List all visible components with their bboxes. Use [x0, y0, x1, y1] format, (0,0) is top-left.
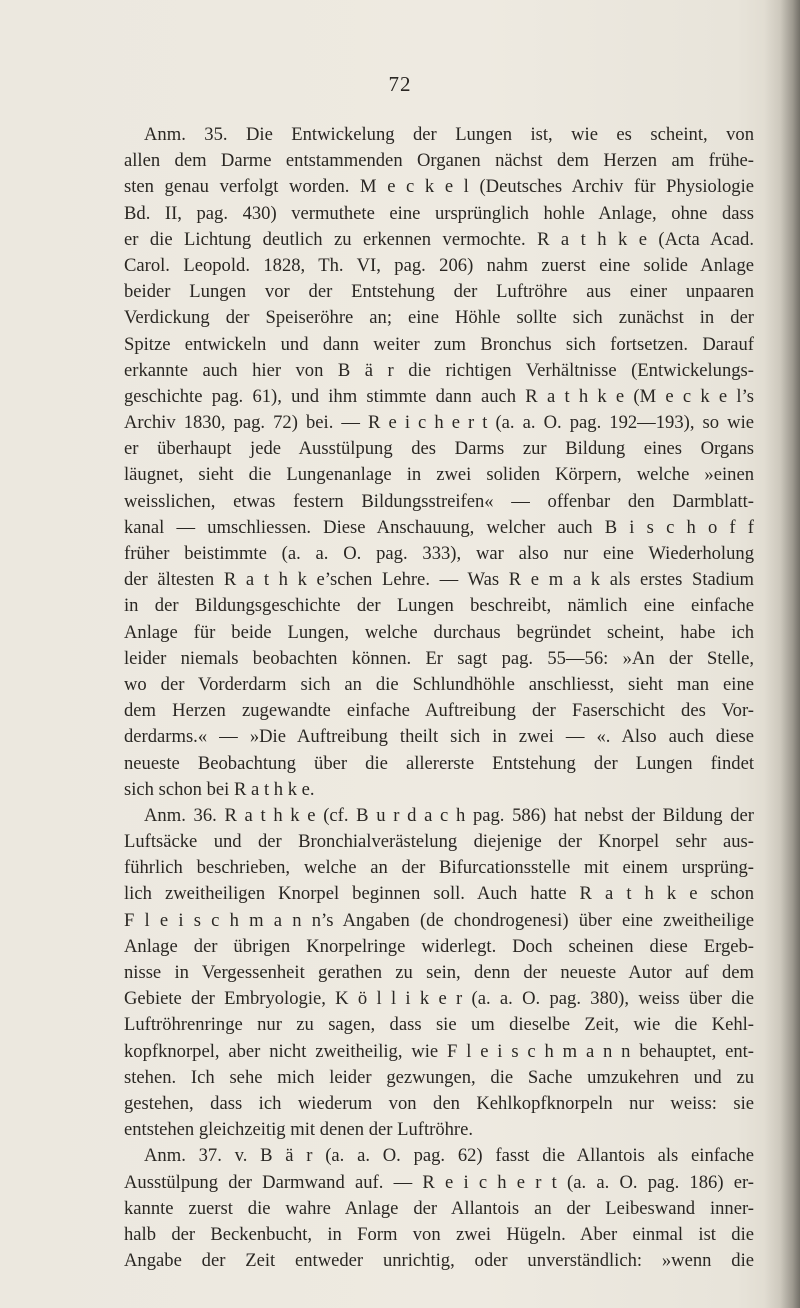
text-line: Gebiete der Embryologie, K ö l l i k e r (a. a. O. pag. 380), weiss über die	[124, 988, 754, 1010]
text-line: neueste Beobachtung über die allererste Entstehung der Lungen findet	[124, 752, 754, 774]
text-line: erkannte auch hier von B ä r die richtigen Verhältnisse (Entwickelungs-	[124, 359, 754, 381]
text-line: Luftröhrenringe nur zu sagen, dass sie um dieselbe Zeit, wie die Kehl-	[124, 1014, 754, 1036]
text-line: läugnet, sieht die Lungenanlage in zwei soliden Körpern, welche »einen	[124, 464, 754, 486]
text-line: führlich beschrieben, welche an der Bifurcationsstelle mit einem ursprüng-	[124, 857, 754, 879]
text-line: weisslichen, etwas festern Bildungsstreifen« — offenbar den Darmblatt-	[124, 490, 754, 512]
text-line: dem Herzen zugewandte einfache Auftreibung der Faserschicht des Vor-	[124, 700, 754, 722]
page-number: 72	[388, 72, 412, 96]
text-line: Anm. 37. v. B ä r (a. a. O. pag. 62) fasst die Allantois als einfache	[144, 1145, 754, 1167]
text-line: Verdickung der Speiseröhre an; eine Höhle sollte sich zunächst in der	[124, 307, 754, 329]
text-line: gestehen, dass ich wiederum von den Kehlkopfknorpeln nur weiss: sie	[124, 1092, 754, 1114]
text-line: kanal — umschliessen. Diese Anschauung, welcher auch B i s c h o f f	[124, 516, 754, 538]
text-line: nisse in Vergessenheit gerathen zu sein, denn der neueste Autor auf dem	[124, 962, 754, 983]
text-line: kannte zuerst die wahre Anlage der Allantois an der Leibeswand inner-	[124, 1197, 754, 1219]
text-line: Angabe der Zeit entweder unrichtig, oder unverständlich: »wenn die	[124, 1250, 754, 1272]
text-line: beider Lungen vor der Entstehung der Luftröhre aus einer unpaaren	[124, 281, 754, 303]
text-line: F l e i s c h m a n n’s Angaben (de chondrogenesi) über eine zweitheilige	[124, 909, 754, 931]
body-text	[124, 122, 754, 1274]
text-line: sich schon bei R a t h k e.	[124, 778, 315, 800]
text-line: Carol. Leopold. 1828, Th. VI, pag. 206) nahm zuerst eine solide Anlage	[124, 254, 754, 276]
text-line: halb der Beckenbucht, in Form von zwei Hügeln. Aber einmal ist die	[124, 1223, 754, 1245]
spine-shadow	[764, 0, 800, 1308]
text-line: kopfknorpel, aber nicht zweitheilig, wie F l e i s c h m a n n behauptet, ent-	[124, 1040, 754, 1062]
text-line: der ältesten R a t h k e’schen Lehre. — Was R e m a k als erstes Stadium	[124, 569, 754, 591]
text-line: allen dem Darme entstammenden Organen nächst dem Herzen am frühe-	[124, 150, 754, 172]
text-line: früher beistimmte (a. a. O. pag. 333), war also nur eine Wiederholung	[124, 543, 754, 564]
text-line: wo der Vorderdarm sich an die Schlundhöhle anschliesst, sieht man eine	[124, 673, 754, 695]
text-line: er die Lichtung deutlich zu erkennen vermochte. R a t h k e (Acta Acad.	[124, 228, 754, 250]
text-line: Luftsäcke und der Bronchialverästelung diejenige der Knorpel sehr aus-	[124, 831, 754, 853]
text-line: Archiv 1830, pag. 72) bei. — R e i c h e r t (a. a. O. pag. 192—193), so wie	[124, 412, 754, 434]
text-line: entstehen gleichzeitig mit denen der Luftröhre.	[124, 1119, 474, 1141]
text-line: Anm. 35. Die Entwickelung der Lungen ist, wie es scheint, von	[144, 124, 754, 145]
text-line: Anlage für beide Lungen, welche durchaus begründet scheint, habe ich	[124, 621, 754, 643]
text-line: er überhaupt jede Ausstülpung des Darms zur Bildung eines Organs	[124, 438, 754, 460]
text-line: geschichte pag. 61), und ihm stimmte dann auch R a t h k e (M e c k e l’s	[124, 385, 754, 407]
text-line: Bd. II, pag. 430) vermuthete eine ursprünglich hohle Anlage, ohne dass	[124, 202, 754, 224]
text-line: derdarms.« — »Die Auftreibung theilt sich in zwei — «. Also auch diese	[124, 726, 754, 748]
text-line: stehen. Ich sehe mich leider gezwungen, die Sache umzukehren und zu	[124, 1066, 754, 1088]
text-line: sten genau verfolgt worden. M e c k e l (Deutsches Archiv für Physiologie	[124, 176, 754, 198]
text-line: leider niemals beobachten können. Er sagt pag. 55—56: »An der Stelle,	[124, 647, 754, 669]
text-line: lich zweitheiligen Knorpel beginnen soll. Auch hatte R a t h k e schon	[124, 883, 754, 905]
text-line: in der Bildungsgeschichte der Lungen beschreibt, nämlich eine einfache	[124, 595, 754, 617]
text-line: Anlage der übrigen Knorpelringe widerlegt. Doch scheinen diese Ergeb-	[124, 935, 754, 957]
text-line: Anm. 36. R a t h k e (cf. B u r d a c h pag. 586) hat nebst der Bildung der	[144, 804, 754, 826]
text-line: Spitze entwickeln und dann weiter zum Bronchus sich fortsetzen. Darauf	[124, 333, 754, 355]
text-line: Ausstülpung der Darmwand auf. — R e i c h e r t (a. a. O. pag. 186) er-	[124, 1171, 754, 1193]
